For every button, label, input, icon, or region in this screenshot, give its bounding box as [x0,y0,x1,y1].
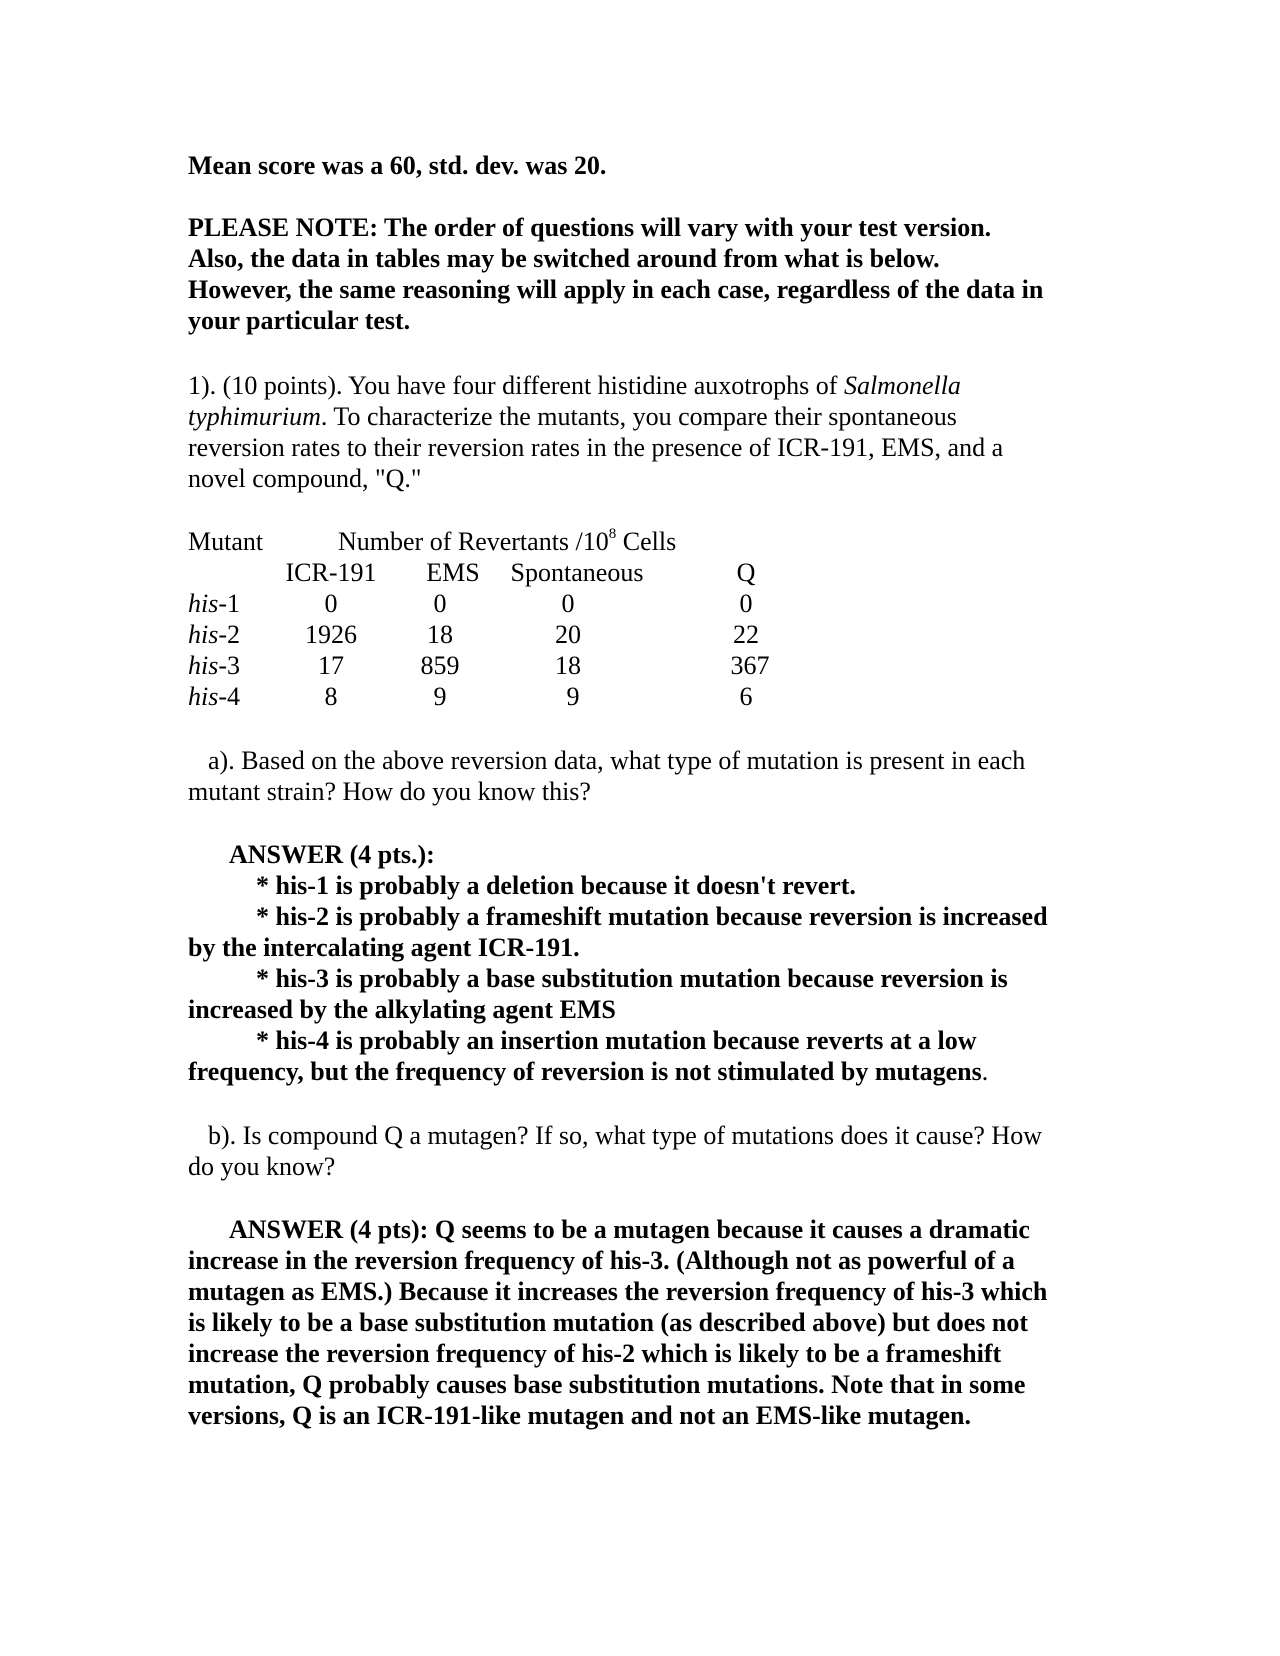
question-line: a). Based on the above reversion data, what type of mutation is present in each [208,746,1026,775]
table-cell: 367 [730,651,770,680]
answer-line: * his-3 is probably a base substitution mutation because reversion is [256,964,1008,993]
table-cell: 18 [555,651,581,680]
note-line: Also, the data in tables may be switched around from what is below. [188,244,940,273]
note-line: However, the same reasoning will apply in each case, regardless of the data in [188,275,1044,304]
mutant-name: his-3 [188,651,241,680]
table-cell: 0 [433,589,447,618]
table-cell: 6 [739,682,753,711]
table-cell: 17 [318,651,344,680]
column-header-icr191: ICR-191 [285,558,377,587]
column-header-ems: EMS [426,558,480,587]
column-header-q: Q [736,558,756,587]
intro-line: novel compound, "Q." [188,464,422,493]
answer-line: is likely to be a base substitution mutation (as described above) but does not [188,1308,1029,1337]
intro-text: 1). (10 points). You have four different histidine auxotrophs of [188,371,844,400]
table-cell: 1926 [305,620,357,649]
score-summary: Mean score was a 60, std. dev. was 20. [188,151,607,180]
intro-line [188,370,961,401]
answer-line: * his-4 is probably an insertion mutation because reverts at a low [256,1026,977,1055]
species-name: typhimurium [188,402,321,431]
answer-line: mutagen as EMS.) Because it increases the reversion frequency of his-3 which [188,1277,1048,1306]
answer-line: by the intercalating agent ICR-191. [188,933,580,962]
revertants-group-header: Number of Revertants $/10^8$ Cells [338,526,677,556]
table-cell: 20 [555,620,581,649]
intro-line [188,401,957,432]
table-cell: 22 [733,620,759,649]
genus-name: Salmonella [843,371,961,400]
answer-line: mutation, Q probably causes base substitution mutations. Note that in some [188,1370,1026,1399]
table-cell: 18 [427,620,453,649]
answer-line: versions, Q is an ICR-191-like mutagen and not an EMS-like mutagen. [188,1401,971,1430]
answer-line: ANSWER (4 pts): Q seems to be a mutagen because it causes a dramatic [229,1215,1030,1244]
table-cell: 9 [433,682,447,711]
intro-text: . To characterize the mutants, you compare their spontaneous [320,402,957,431]
question-line: do you know? [188,1152,336,1181]
answer-line: increase the reversion frequency of his-2 which is likely to be a frameshift [188,1339,1002,1368]
table-cell: 0 [324,589,338,618]
column-header-spontaneous: Spontaneous [510,558,644,587]
table-cell: 8 [324,682,338,711]
question-line: b). Is compound Q a mutagen? If so, what type of mutations does it cause? How [208,1121,1042,1150]
note-line: your particular test. [188,306,411,335]
answer-label: ANSWER (4 pts.): [229,840,435,869]
intro-line: reversion rates to their reversion rates in the presence of ICR-191, EMS, and a [188,433,1004,462]
table-cell: 859 [420,651,460,680]
exponent: 8 [608,526,617,543]
mutant-name: his-2 [188,620,241,649]
answer-line: frequency, but the frequency of reversion is not stimulated by mutagens. [188,1057,989,1086]
table-cell: 0 [561,589,575,618]
mutant-name: his-4 [188,682,241,711]
table-cell: 9 [566,682,580,711]
answer-line: * his-1 is probably a deletion because it doesn't revert. [256,871,856,900]
question-line: mutant strain? How do you know this? [188,777,591,806]
answer-line: increase in the reversion frequency of his-3. (Although not as powerful of a [188,1246,1015,1275]
answer-line: increased by the alkylating agent EMS [188,995,616,1024]
mutant-name: his-1 [188,589,241,618]
mutant-column-header: Mutant [188,527,264,556]
note-line: PLEASE NOTE: The order of questions will vary with your test version. [188,213,992,242]
table-cell: 0 [739,589,753,618]
answer-line: * his-2 is probably a frameshift mutation because reversion is increased [256,902,1048,931]
